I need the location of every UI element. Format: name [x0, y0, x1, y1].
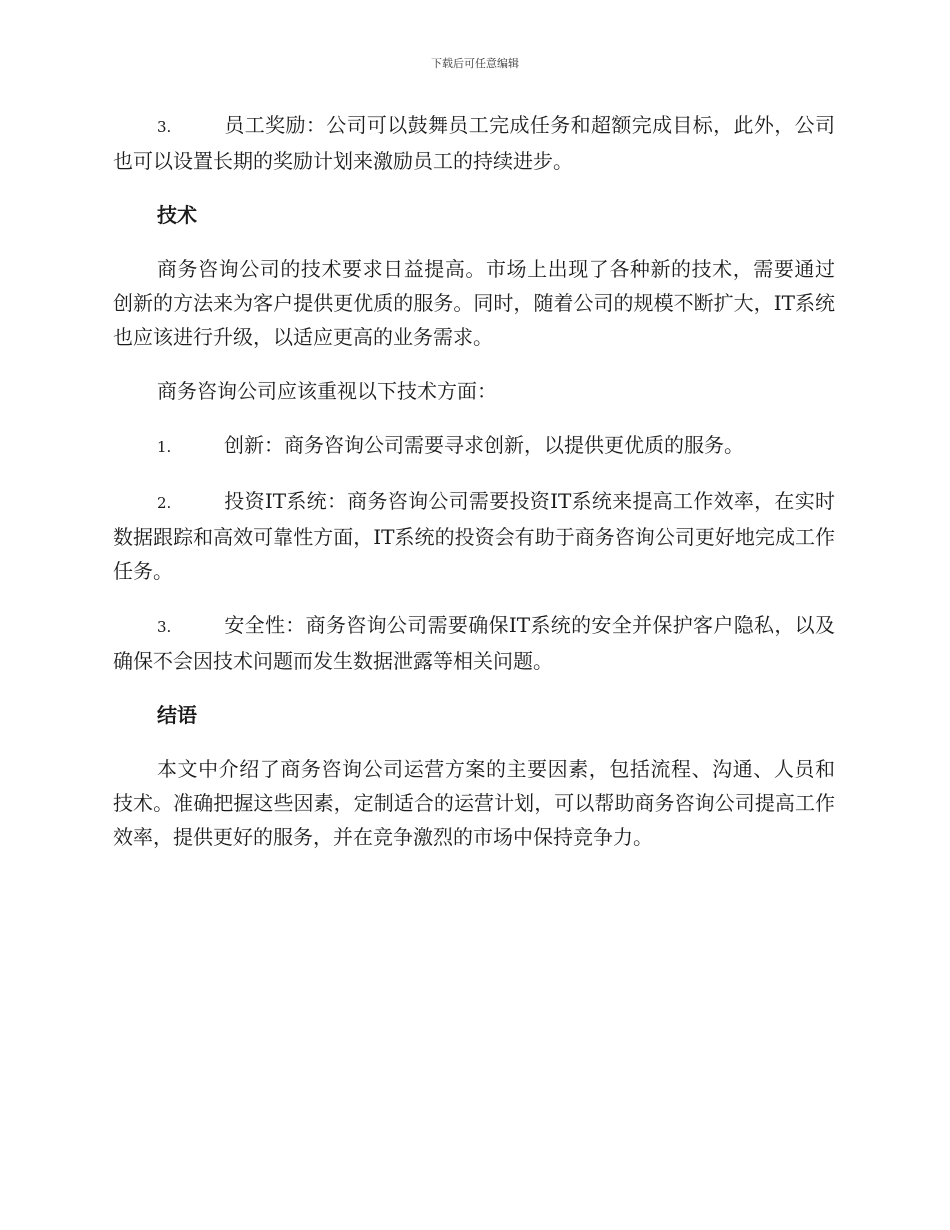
- section-heading-technology: 技术: [157, 203, 197, 227]
- list-number: 1.: [157, 438, 172, 456]
- list-item-security: [113, 608, 835, 678]
- list-text: 投资IT系统：商务咨询公司需要投资IT系统来提高工作效率，在实时数据跟踪和高效可靠性方面，IT系统的投资会有助于商务咨询公司更好地完成工作任务。: [113, 489, 835, 583]
- document-body: [113, 108, 835, 874]
- section-heading-conclusion: 结语: [157, 703, 197, 727]
- list-text: 安全性：商务咨询公司需要确保IT系统的安全并保护客户隐私，以及确保不会因技术问题而发生数据泄露等相关问题。: [113, 613, 835, 673]
- list-item-it-investment: [113, 484, 835, 588]
- list-text: 员工奖励：公司可以鼓舞员工完成任务和超额完成目标，此外，公司也可以设置长期的奖励计划来激励员工的持续进步。: [113, 113, 835, 173]
- list-item-innovation: [113, 428, 835, 464]
- list-number: 3.: [157, 618, 172, 636]
- paragraph-technology-aspects: 商务咨询公司应该重视以下技术方面：: [157, 379, 497, 403]
- list-number: 3.: [157, 118, 172, 136]
- list-item-employee-rewards: [113, 108, 835, 178]
- paragraph-conclusion: 本文中介绍了商务咨询公司运营方案的主要因素，包括流程、沟通、人员和技术。准确把握这些因素，定制适合的运营计划，可以帮助商务咨询公司提高工作效率，提供更好的服务，并在竞争激烈的市场中保持竞争力。: [113, 757, 835, 849]
- paragraph-technology-intro: 商务咨询公司的技术要求日益提高。市场上出现了各种新的技术，需要通过创新的方法来为客户提供更优质的服务。同时，随着公司的规模不断扩大，IT系统也应该进行升级，以适应更高的业务需求。: [113, 257, 835, 349]
- list-number: 2.: [157, 494, 172, 512]
- page-header: 下载后可任意编辑: [431, 57, 519, 70]
- list-text: 创新：商务咨询公司需要寻求创新，以提供更优质的服务。: [224, 433, 744, 457]
